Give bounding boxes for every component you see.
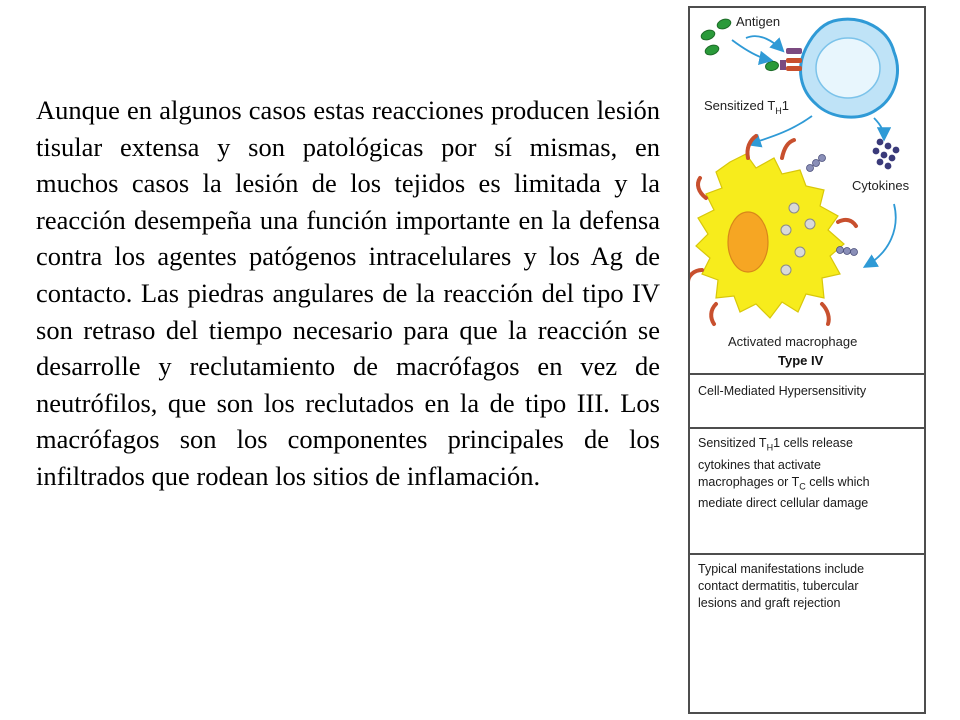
type-iv-panel xyxy=(688,6,926,714)
type-label: Type IV xyxy=(778,353,824,368)
th1-label: Sensitized $T_H1$ xyxy=(704,98,790,116)
antigen-arrow xyxy=(732,40,770,60)
antigen-arrow-2 xyxy=(746,36,782,50)
tcell-arrow-left xyxy=(750,116,812,144)
mechanism-line-4: mediate direct cellular damage xyxy=(698,496,869,510)
tcell-arrow-right xyxy=(874,118,884,138)
cytokine-cluster xyxy=(873,139,900,170)
manifestations-row xyxy=(690,553,924,716)
activated-macrophage xyxy=(696,154,844,318)
panel-title-row xyxy=(690,373,924,427)
tcr-receptor xyxy=(780,48,802,71)
cytokines-label: Cytokines xyxy=(852,178,910,193)
mechanism-row xyxy=(690,427,924,553)
mechanism-line-2: cytokines that activate xyxy=(698,457,821,472)
mechanism-line-3: macrophages or $T_C$ cells which xyxy=(698,474,870,491)
mechanism-line-1: Sensitized $T_H1$ cells release xyxy=(698,436,853,453)
main-paragraph: Aunque en algunos casos estas reacciones producen lesión tisular extensa y son patológicas por sí mismas, en muchos casos la lesión de los tejidos es limitada y la reacción desempeña una función importante en la defensa contra los agentes patógenos intracelulares y los Ag de contacto. Las piedras angulares de la reacción del tipo IV son retraso del tiempo necesario para que la reacción se desarrolle y reclutamiento de macrófagos en vez de neutrófilos, que son los reclutados en la de tipo III. Los macrófagos son los componentes principales de los infiltrados que rodean los sitios de inflamación. xyxy=(36,95,660,491)
manifestations-line-2: contact dermatitis, tubercular xyxy=(698,579,859,593)
manifestations-line-3: lesions and graft rejection xyxy=(698,596,841,610)
manifestations-line-1: Typical manifestations include xyxy=(698,562,865,576)
panel-title: Cell-Mediated Hypersensitivity xyxy=(698,384,867,398)
antigen-label: Antigen xyxy=(736,14,781,29)
macrophage-nucleus xyxy=(728,212,768,272)
type-iv-diagram xyxy=(690,8,924,373)
activated-macrophage-label: Activated macrophage xyxy=(728,334,858,349)
cytokine-arrow xyxy=(866,204,896,266)
th1-nucleus xyxy=(816,38,880,98)
